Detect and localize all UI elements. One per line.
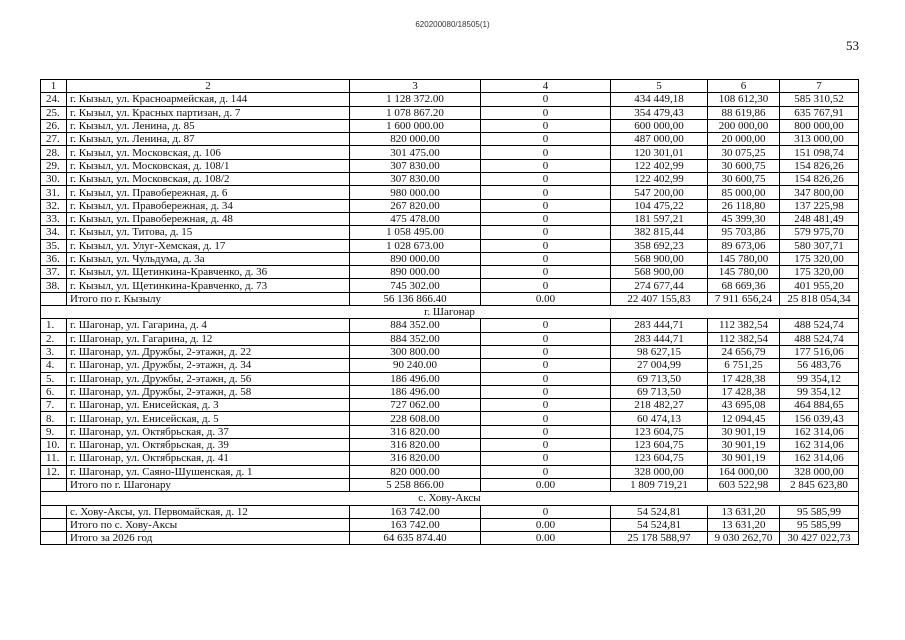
row-number-cell: 8. (41, 412, 67, 425)
table-row (41, 133, 859, 146)
amount-cell: 820 000.00 (350, 133, 481, 146)
amount-cell: 0.00 (481, 478, 611, 491)
table-row (41, 345, 859, 358)
table-row (41, 425, 859, 438)
address-cell: г. Шагонар, ул. Октябрьская, д. 39 (67, 439, 350, 452)
header-cell: 6 (708, 80, 780, 93)
amount-cell: 890 000.00 (350, 266, 481, 279)
amount-cell: 60 474,13 (611, 412, 708, 425)
amount-cell: 745 302.00 (350, 279, 481, 292)
row-number-cell: 2. (41, 332, 67, 345)
row-number-cell: 33. (41, 212, 67, 225)
amount-cell: 123 604,75 (611, 425, 708, 438)
table-row (41, 385, 859, 398)
amount-cell: 316 820.00 (350, 439, 481, 452)
row-number-cell: 28. (41, 146, 67, 159)
amount-cell: 122 402,99 (611, 159, 708, 172)
row-number-cell: 37. (41, 266, 67, 279)
amount-cell: 0 (481, 266, 611, 279)
amount-cell: 568 900,00 (611, 266, 708, 279)
amount-cell: 22 407 155,83 (611, 292, 708, 305)
amount-cell: 0 (481, 425, 611, 438)
amount-cell: 151 098,74 (780, 146, 859, 159)
address-cell: Итого за 2026 год (67, 532, 350, 545)
amount-cell: 108 612,30 (708, 93, 780, 106)
section-row (41, 492, 859, 505)
amount-cell: 145 780,00 (708, 252, 780, 265)
amount-cell: 274 677,44 (611, 279, 708, 292)
amount-cell: 30 901,19 (708, 452, 780, 465)
address-cell: г. Кызыл, ул. Щетинкина-Кравченко, д. 73 (67, 279, 350, 292)
amount-cell: 0 (481, 412, 611, 425)
amount-cell: 568 900,00 (611, 252, 708, 265)
amount-cell: 43 695,08 (708, 399, 780, 412)
amount-cell: 1 600 000.00 (350, 119, 481, 132)
amount-cell: 488 524,74 (780, 332, 859, 345)
amount-cell: 56 136 866.40 (350, 292, 481, 305)
address-cell: г. Кызыл, ул. Щетинкина-Кравченко, д. 36 (67, 266, 350, 279)
amount-cell: 0 (481, 452, 611, 465)
header-cell: 2 (67, 80, 350, 93)
amount-cell: 0 (481, 505, 611, 518)
amount-cell: 0 (481, 133, 611, 146)
amount-cell: 267 820.00 (350, 199, 481, 212)
amount-cell: 890 000.00 (350, 252, 481, 265)
amount-cell: 26 118,80 (708, 199, 780, 212)
amount-cell: 800 000,00 (780, 119, 859, 132)
row-number-cell: 7. (41, 399, 67, 412)
amount-cell: 0 (481, 252, 611, 265)
row-number-cell: 38. (41, 279, 67, 292)
amount-cell: 218 482,27 (611, 399, 708, 412)
amount-cell: 122 402,99 (611, 173, 708, 186)
row-number-cell: 12. (41, 465, 67, 478)
amount-cell: 283 444,71 (611, 319, 708, 332)
row-number-cell: 10. (41, 439, 67, 452)
address-cell: г. Кызыл, ул. Московская, д. 108/2 (67, 173, 350, 186)
amount-cell: 145 780,00 (708, 266, 780, 279)
amount-cell: 7 911 656,24 (708, 292, 780, 305)
header-cell: 5 (611, 80, 708, 93)
amount-cell: 27 004,99 (611, 359, 708, 372)
table-row (41, 186, 859, 199)
amount-cell: 112 382,54 (708, 332, 780, 345)
row-number-cell: 9. (41, 425, 67, 438)
amount-cell: 547 200,00 (611, 186, 708, 199)
amount-cell: 13 631,20 (708, 518, 780, 531)
amount-cell: 635 767,91 (780, 106, 859, 119)
address-cell: г. Кызыл, ул. Красных партизан, д. 7 (67, 106, 350, 119)
table-row (41, 252, 859, 265)
address-cell: г. Кызыл, ул. Московская, д. 108/1 (67, 159, 350, 172)
data-table (40, 79, 859, 545)
amount-cell: 162 314,06 (780, 452, 859, 465)
amount-cell: 1 078 867.20 (350, 106, 481, 119)
table-row (41, 279, 859, 292)
amount-cell: 283 444,71 (611, 332, 708, 345)
address-cell: г. Кызыл, ул. Ленина, д. 87 (67, 133, 350, 146)
amount-cell: 585 310,52 (780, 93, 859, 106)
amount-cell: 0 (481, 199, 611, 212)
amount-cell: 475 478.00 (350, 212, 481, 225)
address-cell: г. Шагонар, ул. Гагарина, д. 4 (67, 319, 350, 332)
amount-cell: 30 075,25 (708, 146, 780, 159)
amount-cell: 95 585,99 (780, 505, 859, 518)
amount-cell: 30 901,19 (708, 439, 780, 452)
amount-cell: 464 884,65 (780, 399, 859, 412)
amount-cell: 0 (481, 119, 611, 132)
address-cell: Итого по г. Кызылу (67, 292, 350, 305)
amount-cell: 884 352.00 (350, 319, 481, 332)
amount-cell: 0.00 (481, 532, 611, 545)
amount-cell: 175 320,00 (780, 252, 859, 265)
amount-cell: 487 000,00 (611, 133, 708, 146)
row-number-cell (41, 505, 67, 518)
amount-cell: 580 307,71 (780, 239, 859, 252)
row-number-cell: 30. (41, 173, 67, 186)
row-number-cell (41, 518, 67, 531)
amount-cell: 2 845 623,80 (780, 478, 859, 491)
table-row (41, 452, 859, 465)
table-row (41, 478, 859, 491)
row-number-cell (41, 532, 67, 545)
amount-cell: 579 975,70 (780, 226, 859, 239)
amount-cell: 0 (481, 439, 611, 452)
amount-cell: 68 669,36 (708, 279, 780, 292)
amount-cell: 0 (481, 186, 611, 199)
amount-cell: 0 (481, 226, 611, 239)
table-row (41, 119, 859, 132)
row-number-cell (41, 292, 67, 305)
row-number-cell: 11. (41, 452, 67, 465)
amount-cell: 112 382,54 (708, 319, 780, 332)
address-cell: Итого по с. Хову-Аксы (67, 518, 350, 531)
amount-cell: 328 000,00 (611, 465, 708, 478)
table-row (41, 518, 859, 531)
amount-cell: 98 627,15 (611, 345, 708, 358)
table-row (41, 212, 859, 225)
amount-cell: 54 524,81 (611, 505, 708, 518)
amount-cell: 186 496.00 (350, 385, 481, 398)
table-header-row (41, 80, 859, 93)
amount-cell: 401 955,20 (780, 279, 859, 292)
amount-cell: 12 094,45 (708, 412, 780, 425)
table-body (41, 80, 859, 545)
address-cell: г. Шагонар, ул. Октябрьская, д. 37 (67, 425, 350, 438)
amount-cell: 88 619,86 (708, 106, 780, 119)
amount-cell: 154 826,26 (780, 159, 859, 172)
amount-cell: 307 830.00 (350, 173, 481, 186)
amount-cell: 0.00 (481, 292, 611, 305)
amount-cell: 0 (481, 173, 611, 186)
row-number-cell: 3. (41, 345, 67, 358)
amount-cell: 95 703,86 (708, 226, 780, 239)
row-number-cell: 1. (41, 319, 67, 332)
amount-cell: 307 830.00 (350, 159, 481, 172)
table-row (41, 505, 859, 518)
table-row (41, 439, 859, 452)
amount-cell: 56 483,76 (780, 359, 859, 372)
amount-cell: 0 (481, 372, 611, 385)
amount-cell: 200 000,00 (708, 119, 780, 132)
amount-cell: 600 000,00 (611, 119, 708, 132)
amount-cell: 30 600,75 (708, 159, 780, 172)
address-cell: г. Шагонар, ул. Дружбы, 2-этажн, д. 34 (67, 359, 350, 372)
table-row (41, 173, 859, 186)
address-cell: г. Кызыл, ул. Улуг-Хемская, д. 17 (67, 239, 350, 252)
amount-cell: 603 522,98 (708, 478, 780, 491)
amount-cell: 123 604,75 (611, 452, 708, 465)
amount-cell: 228 608.00 (350, 412, 481, 425)
amount-cell: 85 000,00 (708, 186, 780, 199)
table-row (41, 159, 859, 172)
row-number-cell: 32. (41, 199, 67, 212)
amount-cell: 0 (481, 239, 611, 252)
address-cell: г. Кызыл, ул. Чульдума, д. 3а (67, 252, 350, 265)
amount-cell: 24 656,79 (708, 345, 780, 358)
table-row (41, 239, 859, 252)
section-label: г. Шагонар (41, 306, 859, 319)
address-cell: г. Кызыл, ул. Московская, д. 106 (67, 146, 350, 159)
address-cell: с. Хову-Аксы, ул. Первомайская, д. 12 (67, 505, 350, 518)
amount-cell: 354 479,43 (611, 106, 708, 119)
amount-cell: 54 524,81 (611, 518, 708, 531)
amount-cell: 248 481,49 (780, 212, 859, 225)
amount-cell: 1 128 372.00 (350, 93, 481, 106)
address-cell: г. Шагонар, ул. Енисейская, д. 3 (67, 399, 350, 412)
amount-cell: 69 713,50 (611, 385, 708, 398)
amount-cell: 9 030 262,70 (708, 532, 780, 545)
amount-cell: 17 428,38 (708, 372, 780, 385)
address-cell: г. Шагонар, ул. Енисейская, д. 5 (67, 412, 350, 425)
table-row (41, 266, 859, 279)
row-number-cell: 5. (41, 372, 67, 385)
amount-cell: 0 (481, 319, 611, 332)
amount-cell: 25 178 588,97 (611, 532, 708, 545)
section-label: с. Хову-Аксы (41, 492, 859, 505)
row-number-cell: 4. (41, 359, 67, 372)
amount-cell: 980 000.00 (350, 186, 481, 199)
table-row (41, 292, 859, 305)
amount-cell: 25 818 054,34 (780, 292, 859, 305)
amount-cell: 0 (481, 106, 611, 119)
amount-cell: 163 742.00 (350, 505, 481, 518)
amount-cell: 0 (481, 93, 611, 106)
amount-cell: 0 (481, 159, 611, 172)
table-row (41, 106, 859, 119)
address-cell: г. Шагонар, ул. Дружбы, 2-этажн, д. 58 (67, 385, 350, 398)
amount-cell: 89 673,06 (708, 239, 780, 252)
amount-cell: 64 635 874.40 (350, 532, 481, 545)
table-row (41, 319, 859, 332)
amount-cell: 0 (481, 279, 611, 292)
row-number-cell: 26. (41, 119, 67, 132)
address-cell: г. Шагонар, ул. Дружбы, 2-этажн, д. 22 (67, 345, 350, 358)
table-row (41, 399, 859, 412)
amount-cell: 99 354,12 (780, 385, 859, 398)
amount-cell: 0 (481, 332, 611, 345)
amount-cell: 17 428,38 (708, 385, 780, 398)
amount-cell: 30 901,19 (708, 425, 780, 438)
table-row (41, 199, 859, 212)
row-number-cell (41, 478, 67, 491)
amount-cell: 1 058 495.00 (350, 226, 481, 239)
row-number-cell: 34. (41, 226, 67, 239)
amount-cell: 0 (481, 385, 611, 398)
amount-cell: 884 352.00 (350, 332, 481, 345)
amount-cell: 316 820.00 (350, 425, 481, 438)
amount-cell: 0 (481, 399, 611, 412)
table-row (41, 359, 859, 372)
row-number-cell: 29. (41, 159, 67, 172)
address-cell: г. Шагонар, ул. Дружбы, 2-этажн, д. 56 (67, 372, 350, 385)
amount-cell: 95 585,99 (780, 518, 859, 531)
amount-cell: 156 039,43 (780, 412, 859, 425)
table-row (41, 465, 859, 478)
address-cell: г. Кызыл, ул. Красноармейская, д. 144 (67, 93, 350, 106)
amount-cell: 162 314,06 (780, 425, 859, 438)
address-cell: г. Кызыл, ул. Ленина, д. 85 (67, 119, 350, 132)
amount-cell: 1 028 673.00 (350, 239, 481, 252)
amount-cell: 123 604,75 (611, 439, 708, 452)
row-number-cell: 27. (41, 133, 67, 146)
table-row (41, 93, 859, 106)
amount-cell: 30 600,75 (708, 173, 780, 186)
address-cell: г. Кызыл, ул. Титова, д. 15 (67, 226, 350, 239)
address-cell: г. Кызыл, ул. Правобережная, д. 6 (67, 186, 350, 199)
amount-cell: 164 000,00 (708, 465, 780, 478)
row-number-cell: 35. (41, 239, 67, 252)
address-cell: г. Шагонар, ул. Саяно-Шушенская, д. 1 (67, 465, 350, 478)
table-row (41, 146, 859, 159)
amount-cell: 727 062.00 (350, 399, 481, 412)
amount-cell: 313 000,00 (780, 133, 859, 146)
amount-cell: 6 751,25 (708, 359, 780, 372)
amount-cell: 382 815,44 (611, 226, 708, 239)
amount-cell: 163 742.00 (350, 518, 481, 531)
table-row (41, 226, 859, 239)
row-number-cell: 31. (41, 186, 67, 199)
page-number: 53 (846, 38, 859, 53)
header-cell: 1 (41, 80, 67, 93)
amount-cell: 0 (481, 345, 611, 358)
row-number-cell: 24. (41, 93, 67, 106)
amount-cell: 30 427 022,73 (780, 532, 859, 545)
amount-cell: 5 258 866.00 (350, 478, 481, 491)
amount-cell: 181 597,21 (611, 212, 708, 225)
amount-cell: 300 800.00 (350, 345, 481, 358)
header-cell: 3 (350, 80, 481, 93)
amount-cell: 186 496.00 (350, 372, 481, 385)
amount-cell: 13 631,20 (708, 505, 780, 518)
amount-cell: 1 809 719,21 (611, 478, 708, 491)
amount-cell: 45 399,30 (708, 212, 780, 225)
amount-cell: 434 449,18 (611, 93, 708, 106)
address-cell: г. Шагонар, ул. Октябрьская, д. 41 (67, 452, 350, 465)
amount-cell: 0 (481, 212, 611, 225)
amount-cell: 154 826,26 (780, 173, 859, 186)
amount-cell: 0 (481, 465, 611, 478)
amount-cell: 104 475,22 (611, 199, 708, 212)
header-cell: 4 (481, 80, 611, 93)
amount-cell: 488 524,74 (780, 319, 859, 332)
amount-cell: 20 000,00 (708, 133, 780, 146)
document-code: 620200080/18505(1) (415, 20, 490, 29)
amount-cell: 177 516,06 (780, 345, 859, 358)
amount-cell: 162 314,06 (780, 439, 859, 452)
amount-cell: 90 240.00 (350, 359, 481, 372)
amount-cell: 347 800,00 (780, 186, 859, 199)
section-row (41, 306, 859, 319)
amount-cell: 358 692,23 (611, 239, 708, 252)
table-row (41, 332, 859, 345)
row-number-cell: 6. (41, 385, 67, 398)
header-cell: 7 (780, 80, 859, 93)
row-number-cell: 25. (41, 106, 67, 119)
amount-cell: 0.00 (481, 518, 611, 531)
table-row (41, 532, 859, 545)
address-cell: г. Кызыл, ул. Правобережная, д. 34 (67, 199, 350, 212)
amount-cell: 820 000.00 (350, 465, 481, 478)
amount-cell: 0 (481, 146, 611, 159)
amount-cell: 69 713,50 (611, 372, 708, 385)
amount-cell: 328 000,00 (780, 465, 859, 478)
address-cell: Итого по г. Шагонару (67, 478, 350, 491)
amount-cell: 316 820.00 (350, 452, 481, 465)
address-cell: г. Кызыл, ул. Правобережная, д. 48 (67, 212, 350, 225)
amount-cell: 137 225,98 (780, 199, 859, 212)
table-row (41, 412, 859, 425)
address-cell: г. Шагонар, ул. Гагарина, д. 12 (67, 332, 350, 345)
row-number-cell: 36. (41, 252, 67, 265)
amount-cell: 120 301,01 (611, 146, 708, 159)
table-row (41, 372, 859, 385)
amount-cell: 301 475.00 (350, 146, 481, 159)
amount-cell: 175 320,00 (780, 266, 859, 279)
amount-cell: 99 354,12 (780, 372, 859, 385)
amount-cell: 0 (481, 359, 611, 372)
